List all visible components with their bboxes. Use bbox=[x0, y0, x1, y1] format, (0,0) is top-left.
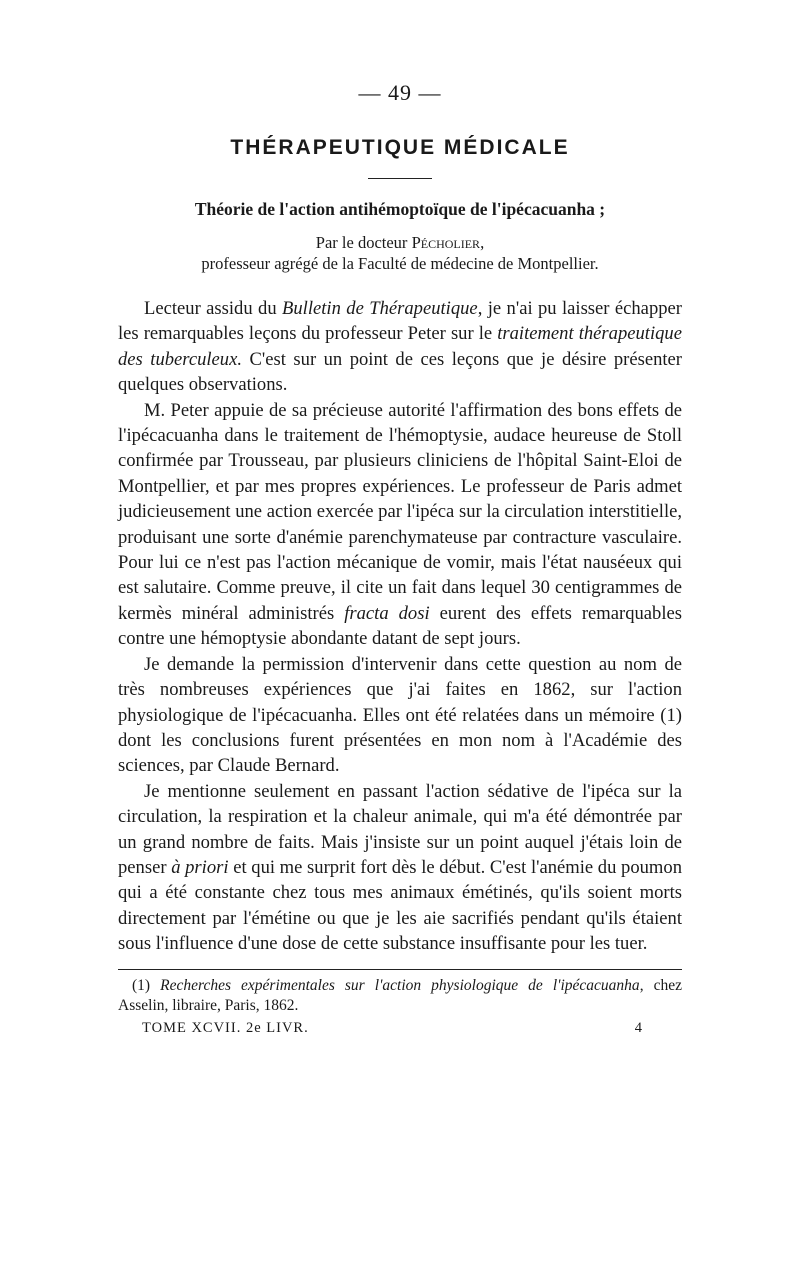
page-footer bbox=[118, 1020, 682, 1037]
article-body bbox=[118, 296, 682, 957]
paragraph-4 bbox=[118, 779, 682, 957]
footnote-marker: (1) bbox=[132, 976, 161, 994]
footnote bbox=[118, 976, 682, 1016]
page-number: — 49 — bbox=[358, 80, 442, 105]
text-run: , je n'ai pu laisser échapper les remarquables leçons du professeur Peter sur le bbox=[118, 298, 682, 345]
italic-run: traitement thérapeutique des tuberculeux. bbox=[118, 323, 682, 370]
volume-label: TOME XCVII. 2e LIVR. bbox=[142, 1019, 309, 1036]
italic-run: fracta dosi bbox=[344, 602, 430, 624]
footnote-text: , chez Asselin, libraire, Paris, 1862. bbox=[118, 976, 683, 1014]
text-run: Lecteur assidu du bbox=[144, 298, 283, 319]
footnote-rule bbox=[118, 969, 682, 970]
text-run: Je mentionne seulement en passant l'action sédative de l'ipéca sur la circulation, la respiration et la chaleur animale, qui m'a été démontrée par un grand nombre de faits. Mais j'insiste sur un point auquel j'étais loin de penser bbox=[118, 780, 682, 878]
footnote-italic: Recherches expérimentales sur l'action physiologique de l'ipécacuanha bbox=[160, 976, 640, 994]
italic-run: Bulletin de Thérapeutique bbox=[282, 298, 478, 319]
signature-mark: 4 bbox=[634, 1019, 642, 1036]
title-rule bbox=[368, 178, 432, 179]
text-run: C'est sur un point de ces leçons que je désire présenter quelques observations. bbox=[118, 348, 682, 396]
section-title: THÉRAPEUTIQUE MÉDICALE bbox=[230, 136, 570, 159]
document-page bbox=[118, 80, 682, 1037]
byline bbox=[118, 232, 682, 274]
author-affiliation: professeur agrégé de la Faculté de médecine de Montpellier. bbox=[201, 254, 599, 273]
text-run: eurent des effets remarquables contre une hémoptysie abondante datant de sept jours. bbox=[118, 602, 682, 650]
author-name: Pécholier bbox=[411, 233, 481, 252]
text-run: et qui me surprit fort dès le début. C'est l'anémie du poumon qui a été constante chez tous mes animaux émétinés, qu'ils soient morts directement par l'émétine ou que je les aie sacrifiés pendant qu'ils étaient sous l'influence d'une dose de cette substance insuffisante pour les tuer. bbox=[118, 856, 682, 955]
article-title: Théorie de l'action antihémoptoïque de l'ipécacuanha ; bbox=[194, 199, 606, 219]
italic-run: à priori bbox=[171, 856, 229, 878]
byline-prefix: Par le docteur bbox=[315, 233, 412, 252]
paragraph-1 bbox=[118, 296, 682, 398]
paragraph-2 bbox=[118, 398, 682, 652]
text-run: M. Peter appuie de sa précieuse autorité l'affirmation des bons effets de l'ipécacuanha dans le traitement de l'hémoptysie, audace heureuse de Stoll confirmée par Trousseau, par plusieurs cliniciens de l'hôpital Saint-Eloi de Montpellier, et par mes propres expériences. Le professeur de Paris admet judicieusement une action exercée par l'ipéca sur la circulation interstitielle, produisant une sorte d'anémie parenchymateuse par contracture vasculaire. Pour lui ce n'est pas l'action mécanique de vomir, mais l'état nauséeux qui est salutaire. Comme preuve, il cite un fait dans lequel 30 centigrammes de kermès minéral administrés bbox=[118, 399, 683, 624]
paragraph-3 bbox=[118, 652, 682, 779]
text-run: Je demande la permission d'intervenir dans cette question au nom de très nombreuses expériences que j'ai faites en 1862, sur l'action physiologique de l'ipécacuanha. Elles ont été relatées dans un mémoire (1) dont les conclusions furent présentées en mon nom à l'Académie des sciences, par Claude Bernard. bbox=[118, 653, 682, 777]
byline-suffix: , bbox=[480, 233, 485, 252]
